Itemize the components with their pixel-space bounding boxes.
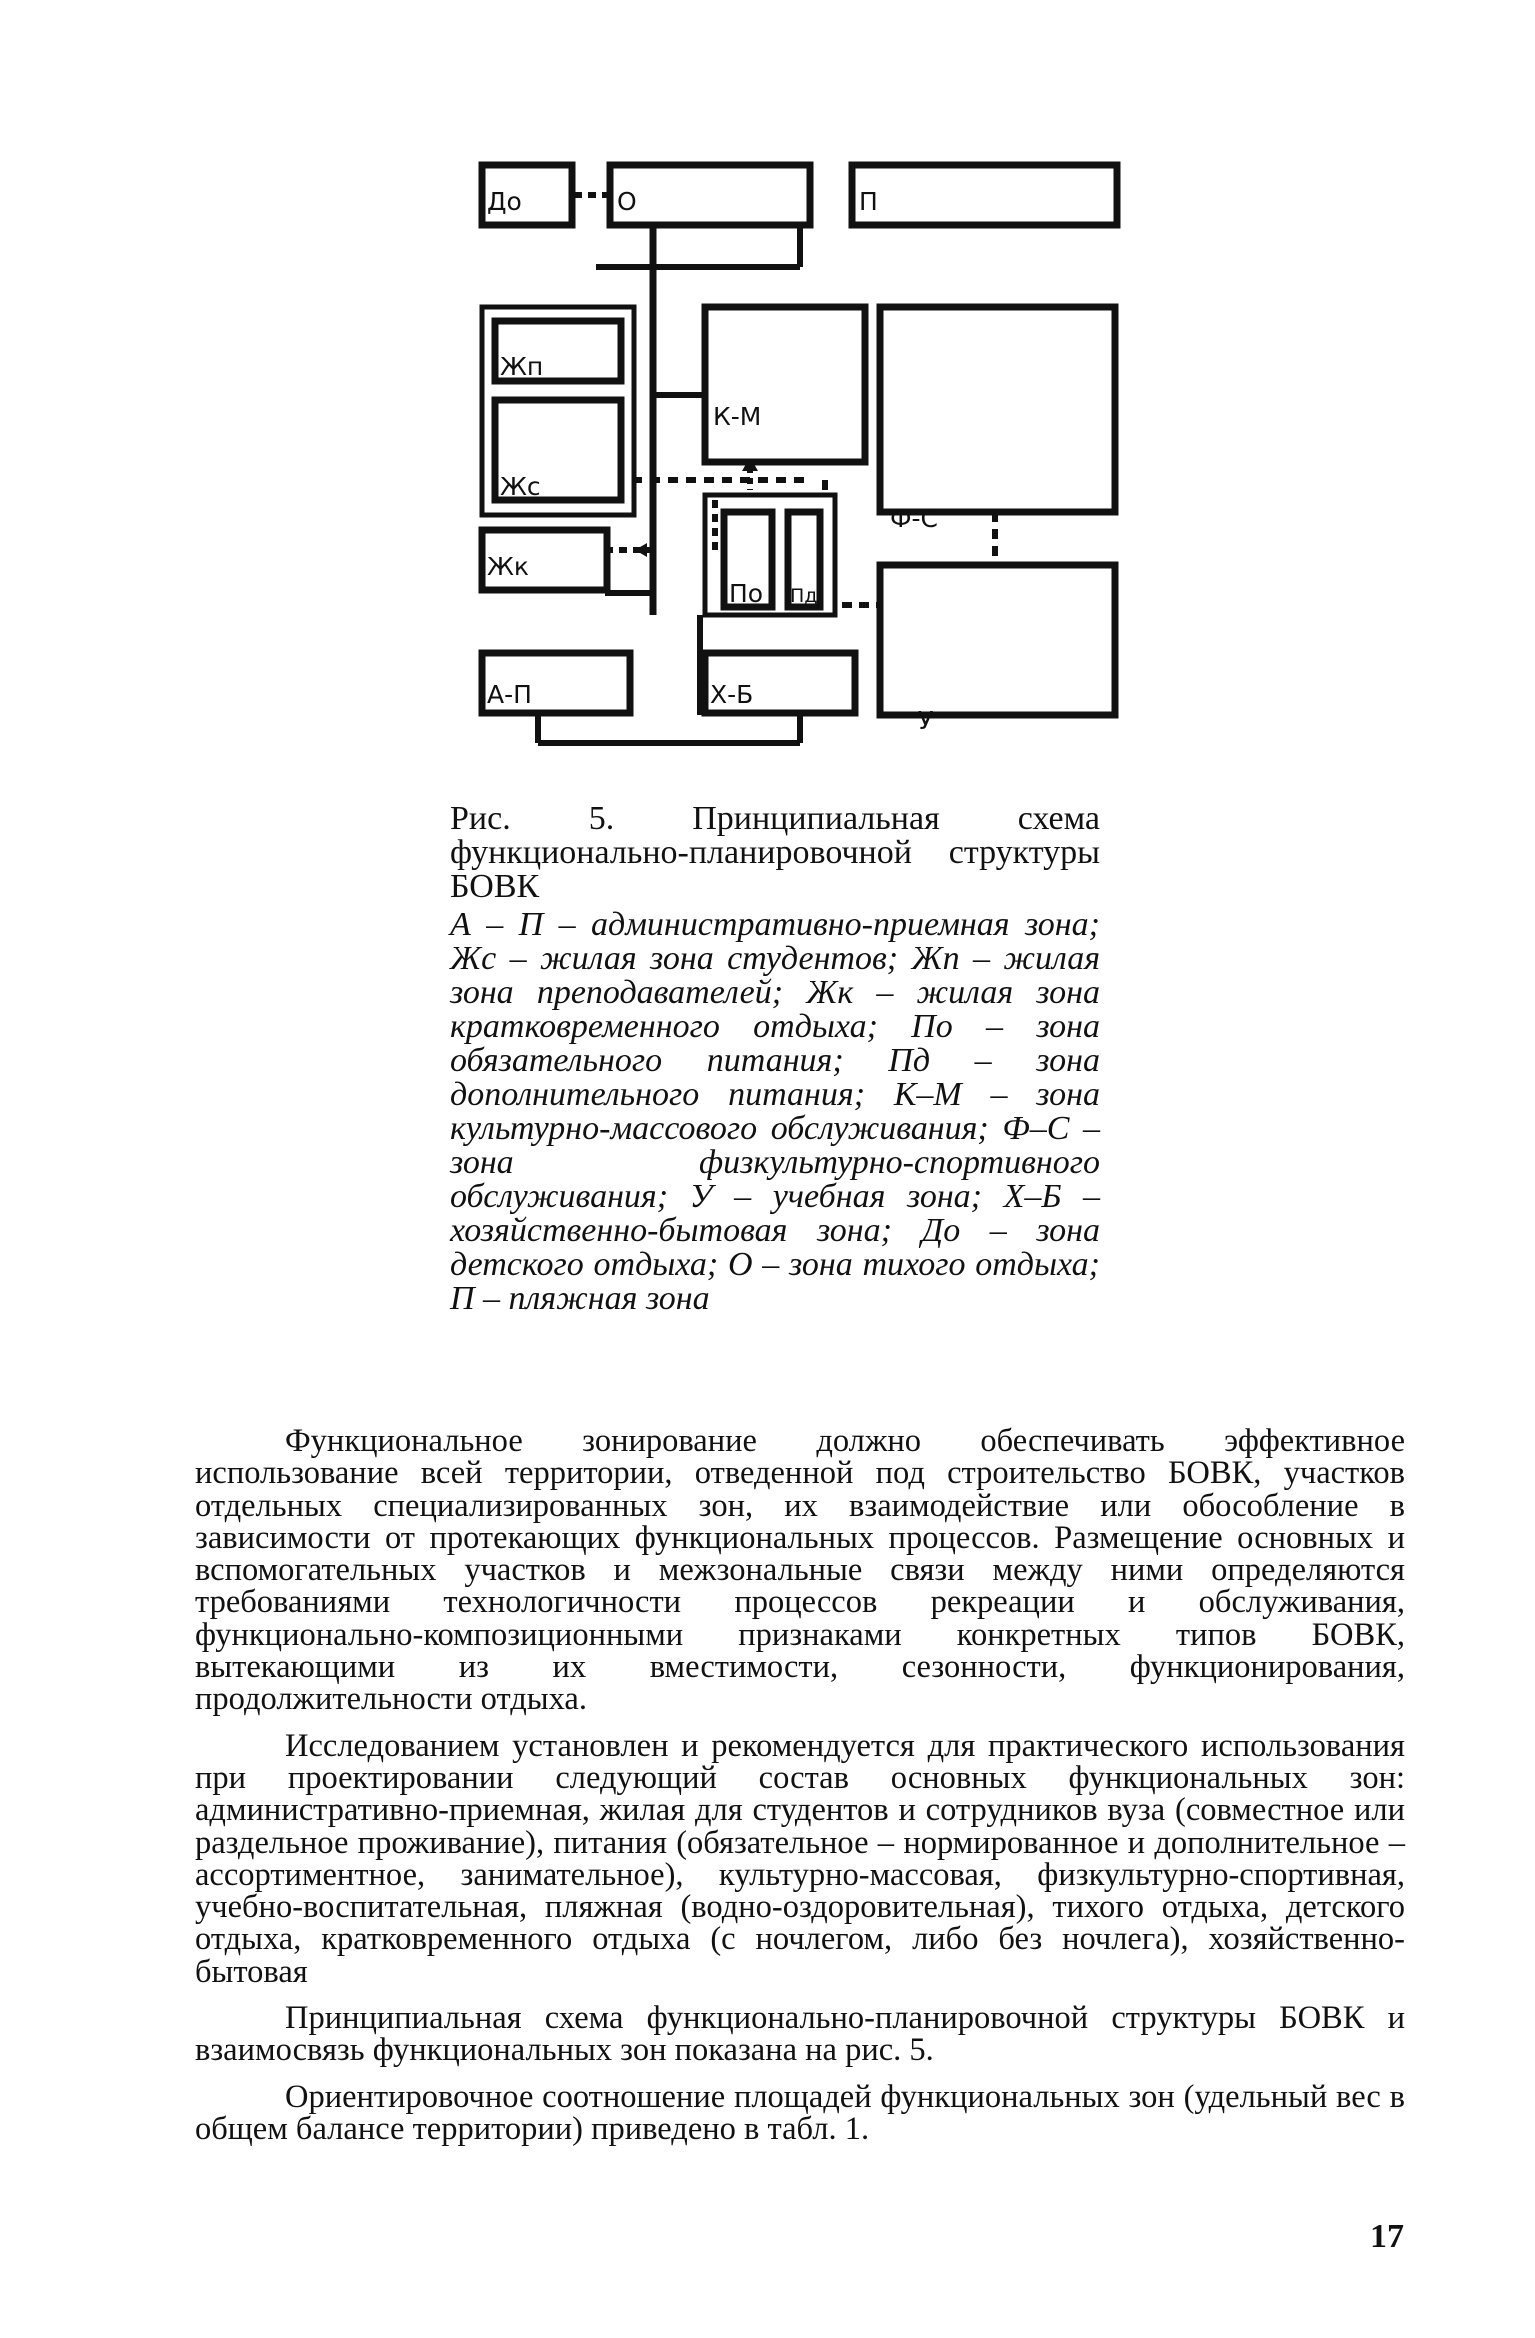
zone-hb-label: Х-Б xyxy=(710,680,754,709)
caption-legend: А – П – административно-приемная зона; Жс – жилая зона студентов; Жп – жилая зона преподавателей; Жк – жилая зона кратковременного отдыха; По – зона обязательного питания; Пд – зона дополнительного питания; К–М – зона культурно-массового обслуживания; Ф–С – зона физкультурно-спортивного обслуживания; У – учебная зона; Х–Б – хозяйственно-бытовая зона; До – зона детского отдыха; О – зона тихого отдыха; П – пляжная зона xyxy=(450,906,1100,1317)
zone-fs-label: Ф-С xyxy=(890,504,938,533)
zone-u-label: У xyxy=(918,706,934,735)
zone-km-label: К-М xyxy=(713,402,762,431)
zone-p-box xyxy=(852,165,1117,225)
zone-zhp-label: Жп xyxy=(500,352,544,381)
zone-o-label: О xyxy=(617,187,637,216)
body-text xyxy=(195,1425,1405,2159)
zone-p-label: П xyxy=(859,187,878,216)
paragraph: Ориентировочное соотношение площадей функциональных зон (удельный вес в общем балансе территории) приведено в табл. 1. xyxy=(195,2078,1405,2147)
paragraph: Принципиальная схема функционально-планировочной структуры БОВК и взаимосвязь функциональных зон показана на рис. 5. xyxy=(195,2000,1405,2069)
zoning-diagram xyxy=(470,155,1130,755)
zone-do-label: До xyxy=(487,187,522,216)
zone-o-box xyxy=(610,165,810,225)
zone-u-box xyxy=(880,565,1115,715)
zone-fs-box xyxy=(880,307,1115,512)
figure-caption xyxy=(450,802,1100,1316)
zone-po-label: По xyxy=(729,579,764,608)
page-number: 17 xyxy=(1370,2218,1404,2255)
zone-ap-label: А-П xyxy=(487,680,532,709)
zone-km-box xyxy=(705,307,865,462)
zone-zhk-label: Жк xyxy=(487,552,530,581)
paragraph: Функциональное зонирование должно обеспечивать эффективное использование всей территории, отведенной под строительство БОВК, участков отдельных специализированных зон, их взаимодействие или обособление в зависимости от протекающих функциональных процессов. Размещение основных и вспомогательных участков и межзональные связи между ними определяются требованиями технологичности процессов рекреации и обслуживания, функционально-композиционными признаками конкретных типов БОВК, вытекающими из их вместимости, сезонности, функционирования, продолжительности отдыха. xyxy=(195,1423,1405,1718)
zone-pd-label: Пд xyxy=(790,585,818,607)
arrow-left-icon xyxy=(635,543,647,557)
paragraph: Исследованием установлен и рекомендуется для практического использования при проектировании следующий состав основных функциональных зон: административно-приемная, жилая для студентов и сотрудников вуза (совместное или раздельное проживание), питания (обязательное – нормированное и дополнительное – ассортиментное, занимательное), культурно-массовая, физкультурно-спортивная, учебно-воспитательная, пляжная (водно-оздоровительная), тихого отдыха, детского отдыха, кратковременного отдыха (с ночлегом, либо без ночлега), хозяйственно-бытовая xyxy=(195,1727,1405,1990)
zone-zhs-label: Жс xyxy=(500,472,541,501)
caption-title: Рис. 5. Принципиальная схема функционально-планировочной структуры БОВК xyxy=(450,800,1100,905)
